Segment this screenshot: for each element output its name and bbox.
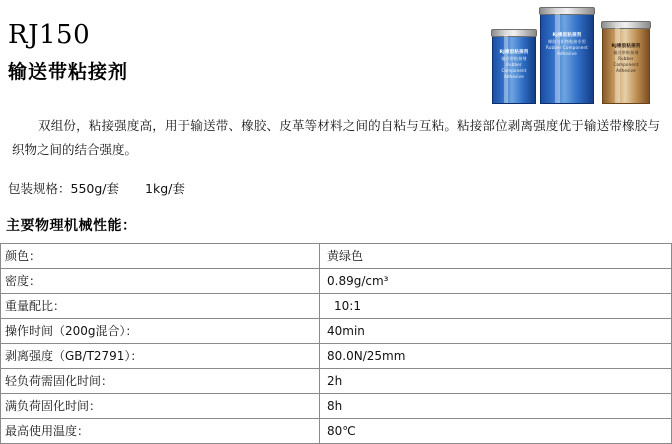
product-name: 输送带粘接剂 bbox=[8, 61, 129, 84]
can-label-line2: 输送带粘接剂 bbox=[501, 56, 527, 62]
property-value: 80℃ bbox=[320, 418, 672, 443]
can-label-line1: RJ橡胶粘接剂 bbox=[499, 49, 529, 55]
packaging-value-2: 1kg/套 bbox=[145, 180, 185, 196]
can-label-line2: 橡胶与织物粘接专用 bbox=[548, 39, 586, 45]
packaging-value-1: 550g/套 bbox=[70, 180, 120, 196]
property-name: 轻负荷需固化时间： bbox=[1, 368, 320, 393]
table-row bbox=[1, 368, 672, 393]
packaging-spec bbox=[8, 179, 660, 197]
table-row bbox=[1, 318, 672, 343]
properties-table bbox=[0, 243, 672, 444]
can-label-middle bbox=[544, 33, 590, 57]
can-label-line1: RJ橡胶粘接剂 bbox=[552, 32, 582, 38]
can-label-line2: 输送带粘接剂 bbox=[613, 50, 639, 56]
can-highlight bbox=[555, 13, 560, 103]
can-lid bbox=[601, 21, 651, 29]
properties-table-body bbox=[1, 243, 672, 443]
property-value: 40min bbox=[320, 318, 672, 343]
product-can-right bbox=[602, 26, 650, 104]
table-row bbox=[1, 268, 672, 293]
property-value: 80.0N/25mm bbox=[320, 343, 672, 368]
page-header bbox=[0, 0, 672, 104]
product-can-left bbox=[492, 34, 536, 104]
can-label-line3: Rubber Component Adhesive bbox=[545, 45, 588, 56]
can-label-right bbox=[606, 44, 646, 74]
can-lid bbox=[491, 29, 537, 37]
property-name: 满负荷固化时间： bbox=[1, 393, 320, 418]
product-photo bbox=[486, 0, 672, 104]
properties-heading: 主要物理机械性能： bbox=[6, 217, 137, 234]
can-label-line3: Rubber Component Adhesive bbox=[501, 62, 527, 79]
property-name: 操作时间（200g混合）： bbox=[1, 318, 320, 343]
table-row bbox=[1, 393, 672, 418]
title-block bbox=[8, 22, 128, 84]
can-label-left bbox=[496, 50, 532, 80]
property-name: 重量配比： bbox=[1, 293, 320, 318]
property-value: 0.89g/cm³ bbox=[320, 268, 672, 293]
property-name: 剥离强度（GB/T2791）： bbox=[1, 343, 320, 368]
property-value: 2h bbox=[320, 368, 672, 393]
can-label-line3: Rubber Component Adhesive bbox=[613, 56, 639, 73]
table-row bbox=[1, 293, 672, 318]
property-name: 密度： bbox=[1, 268, 320, 293]
property-name: 颜色： bbox=[1, 243, 320, 268]
property-value: 黄绿色 bbox=[320, 243, 672, 268]
table-row bbox=[1, 243, 672, 268]
property-name: 最高使用温度： bbox=[1, 418, 320, 443]
product-can-middle bbox=[540, 12, 594, 104]
table-row bbox=[1, 343, 672, 368]
product-code: RJ150 bbox=[8, 20, 91, 50]
product-description: 双组份，粘接强度高，用于输送带、橡胶、皮革等材料之间的自粘与互粘。粘接部位剥离强度优于输送带橡胶与织物之间的结合强度。 bbox=[12, 118, 660, 158]
can-lid bbox=[539, 7, 595, 15]
packaging-label: 包装规格： bbox=[8, 180, 71, 196]
property-value: 8h bbox=[320, 393, 672, 418]
can-label-line1: RJ橡胶粘接剂 bbox=[611, 43, 641, 49]
property-value: 10:1 bbox=[320, 293, 672, 318]
